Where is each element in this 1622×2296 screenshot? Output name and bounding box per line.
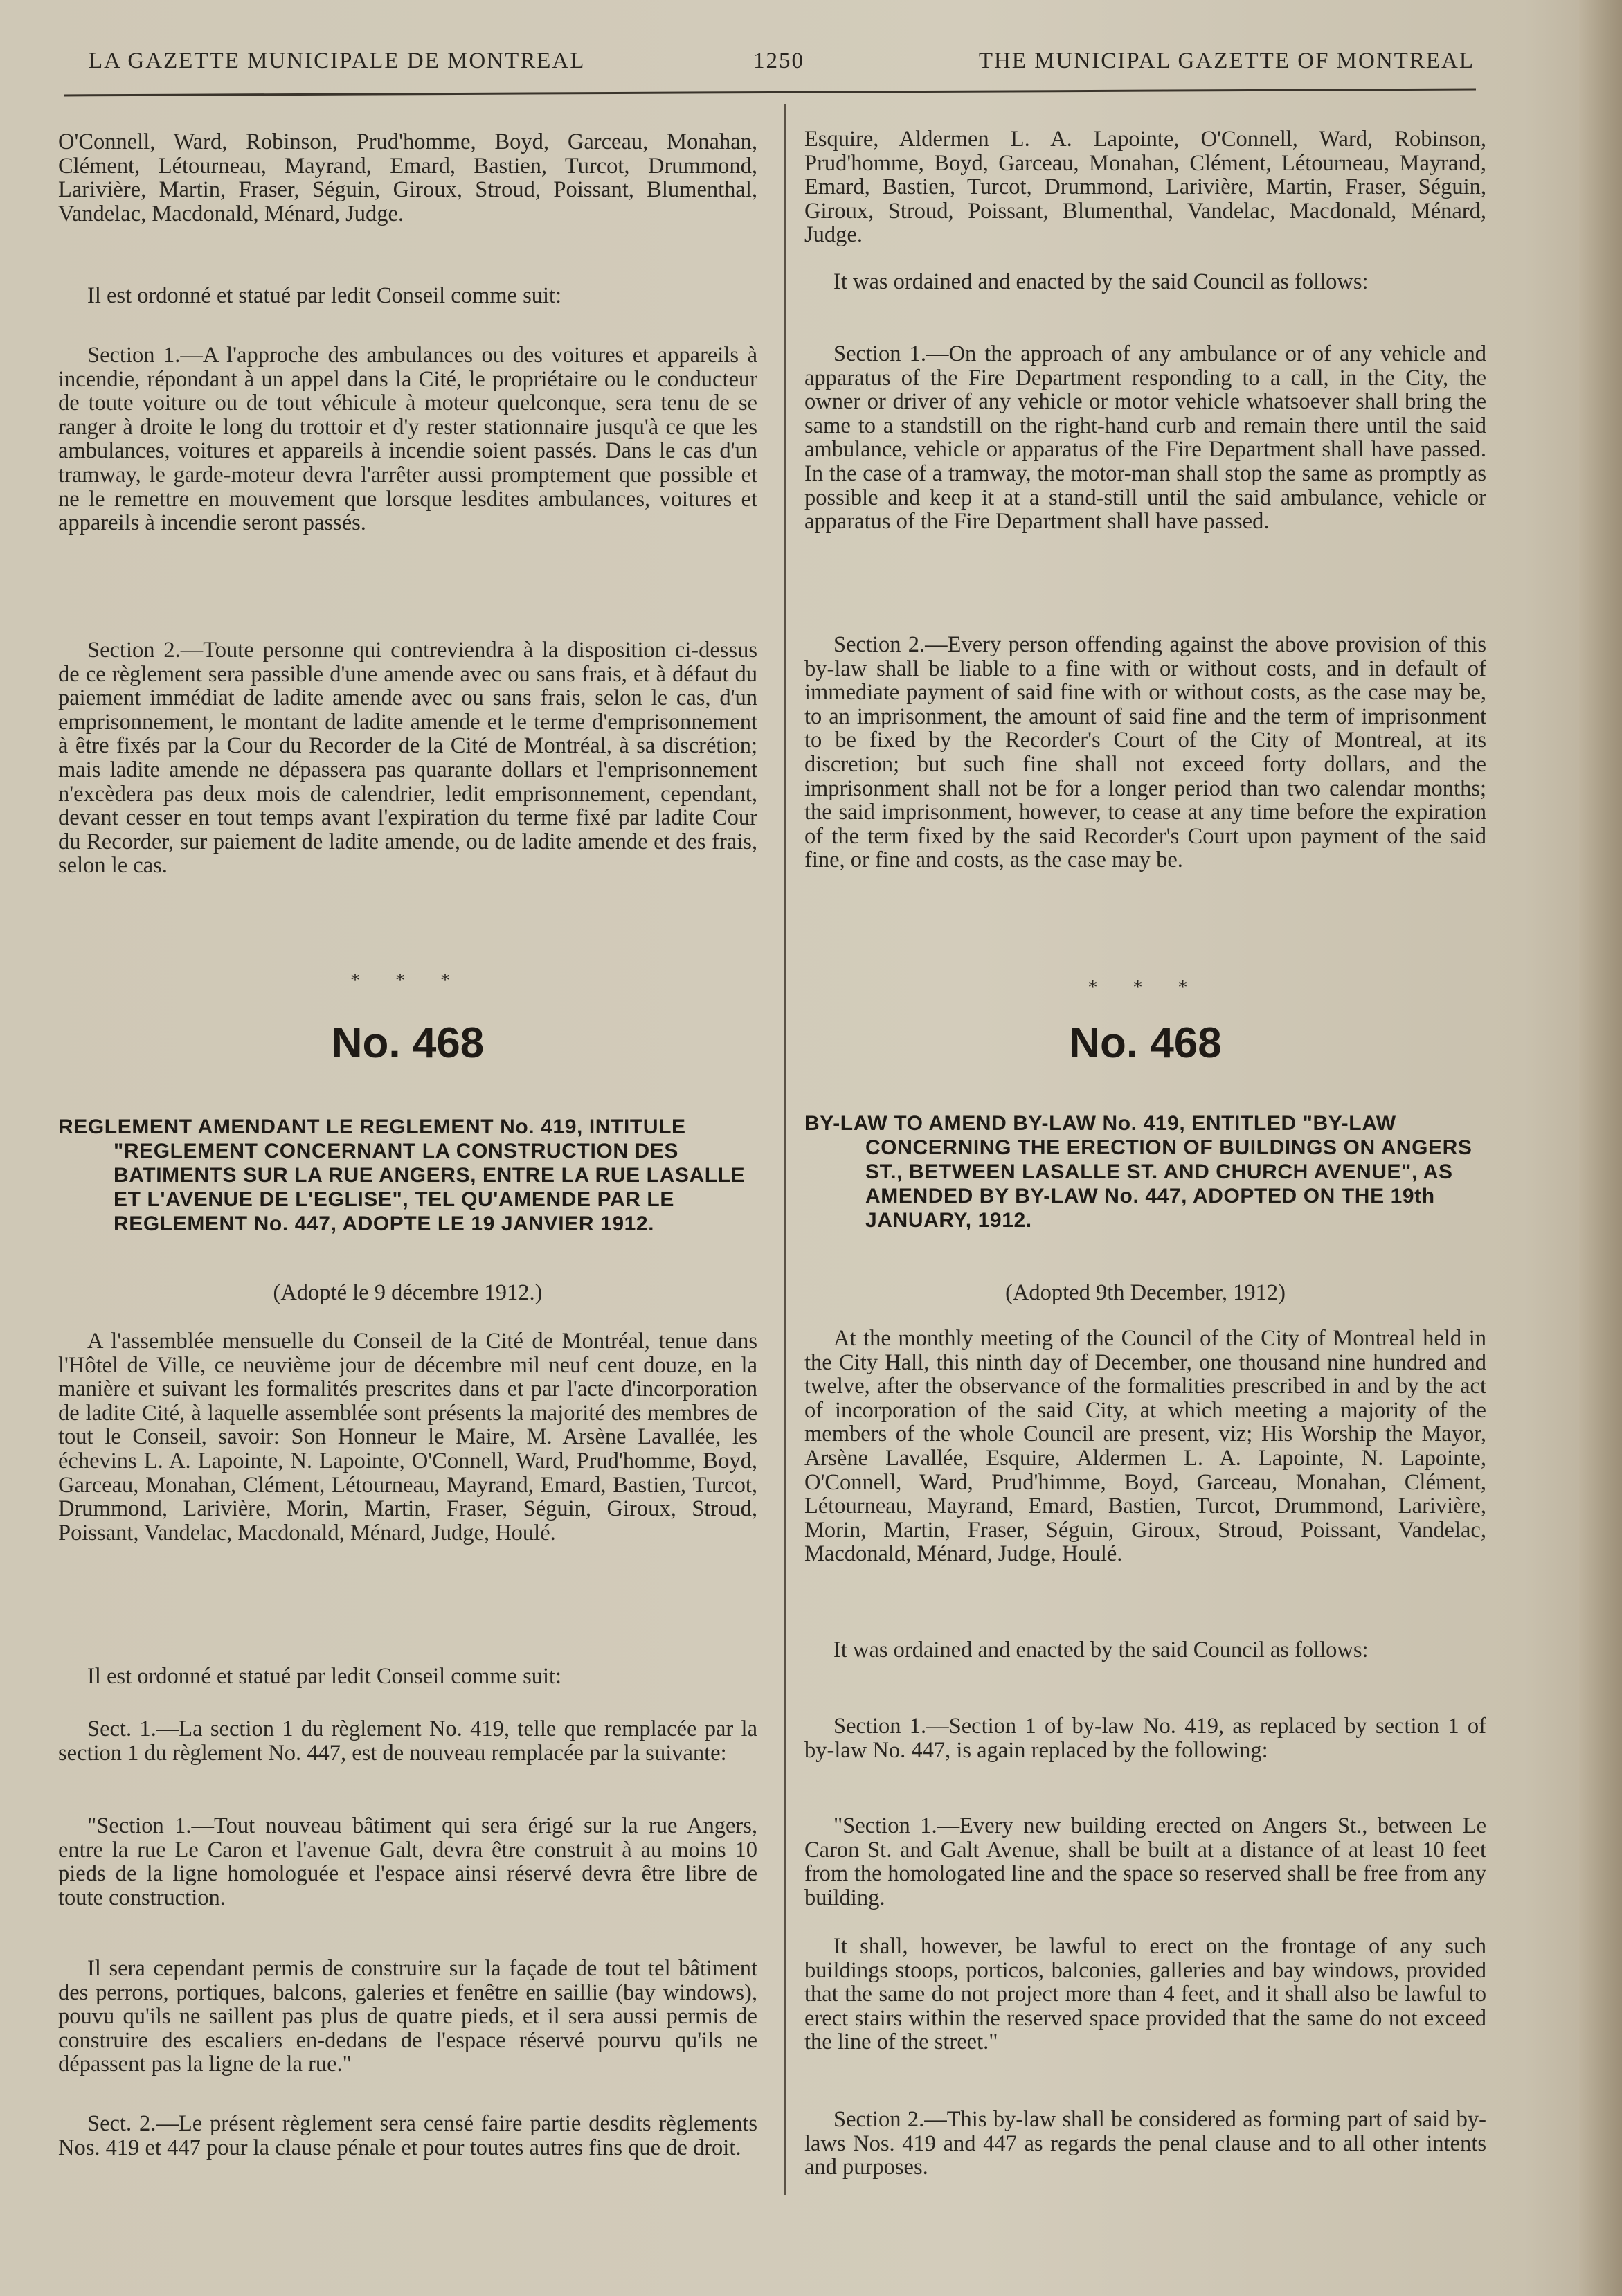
french-separator: * * *	[350, 970, 465, 992]
french-bylaw-title: REGLEMENT AMENDANT LE REGLEMENT No. 419, INTITULE "REGLEMENT CONCERNANT LA CONSTRUCTION DES BATIMENTS SUR LA RUE ANGERS, ENTRE LA RUE LASALLE ET L'AVENUE DE L'EGLISE", TEL QU'AMENDE PAR LE REGLEMENT No. 447, ADOPTE LE 19 JANVIER 1912.	[58, 1115, 746, 1235]
english-quote-frontage: It shall, however, be lawful to erect on the frontage of any such buildings stoops, porticos, balconies, galleries and bay windows, provided that the same do not project more than 4 feet, and it shall also be lawful to erect stairs within the reserved space provided that the same do not exceed the line of the street."	[804, 1934, 1486, 2055]
french-section-2: Section 2.—Toute personne qui contreviendra à la disposition ci-dessus de ce règlement sera passible d'une amende avec ou sans frais, et à défaut du paiement immédiat de ladite amende avec ou sans frais, selon le cas, d'un emprisonnement, le montant de ladite amende et le terme d'emprisonnement à être fixés par la Cour du Recorder de la Cité de Montréal, à sa discrétion; mais ladite amende ne dépassera pas quarante dollars et l'emprisonnement n'excèdera pas deux mois de calendrier, ledit emprisonnement, cependant, devant cesser en tout temps avant l'expiration du terme fixé par ladite Cour du Recorder, sur paiement de ladite amende, ou de ladite amende et des frais, selon le cas.	[58, 638, 757, 879]
english-bylaw-title: BY-LAW TO AMEND BY-LAW No. 419, ENTITLED "BY-LAW CONCERNING THE ERECTION OF BUILDINGS ON ANGERS ST., BETWEEN LASALLE ST. AND CHURCH AVENUE", AS AMENDED BY BY-LAW No. 447, ADOPTED ON THE 19th JANUARY, 1912.	[804, 1112, 1472, 1232]
english-ordained: It was ordained and enacted by the said Council as follows:	[833, 269, 1369, 294]
english-separator: * * *	[1088, 977, 1203, 998]
running-head	[83, 48, 1475, 83]
english-meeting: At the monthly meeting of the Council of the City of Montreal held in the City Hall, this ninth day of December, one thousand nine hundred and twelve, after the observance of the formalities prescribed in and by the act of incorporation of the said City, at which meeting a majority of the members of the whole Council are present, viz; His Worship the Mayor, Arsène Lavallée, Esquire, Aldermen L. A. Lapointe, N. Lapointe, O'Connell, Ward, Prud'himme, Boyd, Garceau, Monahan, Clément, Létourneau, Mayrand, Emard, Bastien, Turcot, Drummond, Larivière, Morin, Martin, Fraser, Séguin, Giroux, Stroud, Poissant, Vandelac, Macdonald, Ménard, Judge, Houlé.	[804, 1326, 1486, 1567]
header-english-title: THE MUNICIPAL GAZETTE OF MONTREAL	[978, 48, 1475, 73]
french-section-1: Section 1.—A l'approche des ambulances ou des voitures et appareils à incendie, répondant à un appel dans la Cité, le propriétaire ou le conducteur de toute voiture ou de tout véhicule à moteur quelconque, sera tenu de se ranger à droite le long du trottoir et d'y rester stationnaire jusqu'à ce que les ambulances, voitures et appareils à incendie soient passés. Dans le cas d'un tramway, le garde-moteur devra l'arrêter aussi promptement que possible et ne le remettre en mouvement que lorsque lesdites ambulances, voitures et appareils à incendie seront passés.	[58, 343, 757, 536]
french-ordained-2: Il est ordonné et statué par ledit Conseil comme suit:	[87, 1664, 562, 1689]
english-adopted-date: (Adopted 9th December, 1912)	[1005, 1280, 1286, 1305]
header-french-title: LA GAZETTE MUNICIPALE DE MONTREAL	[89, 48, 586, 73]
english-sect-1: Section 1.—Section 1 of by-law No. 419, as replaced by section 1 of by-law No. 447, is again replaced by the following:	[804, 1714, 1486, 1763]
english-bylaw-number: No. 468	[1069, 1019, 1222, 1067]
english-section-2: Section 2.—Every person offending against the above provision of this by-law shall be liable to a fine with or without costs, and in default of immediate payment of said fine with or without costs, as the case may be, to an imprisonment, the amount of said fine and the term of imprisonment to be fixed by the Recorder's Court of the City of Montreal, at its discretion; but such fine shall not exceed forty dollars, and the imprisonment shall not be for a longer period than two calendar months; the said imprisonment, however, to cease at any time before the expiration of the term fixed by the said Recorder's Court upon payment of the said fine, or fine and costs, as the case may be.	[804, 632, 1486, 873]
english-section-1: Section 1.—On the approach of any ambulance or of any vehicle and apparatus of the Fire Department responding to a call, in the City, the owner or driver of any vehicle or motor vehicle whatsoever shall bring the same to a standstill on the right-hand curb and remain there until the said ambulance, vehicle or apparatus of the Fire Department shall have passed. In the case of a tramway, the motor-man shall stop the same as promptly as possible and keep it at a stand-still until the said ambulance, vehicle or apparatus of the Fire Department shall have passed.	[804, 341, 1486, 535]
french-quote-section-1: "Section 1.—Tout nouveau bâtiment qui sera érigé sur la rue Angers, entre la rue Le Caron et l'avenue Galt, devra être construit à au moins 10 pieds de la ligne homologuée et l'espace ainsi réservé devra être libre de toute construction.	[58, 1813, 757, 1910]
french-adopted-date: (Adopté le 9 décembre 1912.)	[273, 1280, 543, 1305]
english-ordained-2: It was ordained and enacted by the said Council as follows:	[833, 1638, 1369, 1662]
english-quote-section-1: "Section 1.—Every new building erected on Angers St., between Le Caron St. and Galt Avenue, shall be built at a distance of at least 10 feet from the homologated line and the space so reserved shall be free from any building.	[804, 1813, 1486, 1910]
french-quote-facade: Il sera cependant permis de construire sur la façade de tout tel bâtiment des perrons, portiques, balcons, galeries et fenêtre en saillie (bay windows), pouvu qu'ils ne saillent pas plus de quatre pieds, et il sera aussi permis de construire des escaliers en-dedans de l'espace réservé pourvu qu'ils ne dépassent pas la ligne de la rue."	[58, 1956, 757, 2077]
page-number: 1250	[753, 48, 804, 73]
french-council-members: O'Connell, Ward, Robinson, Prud'homme, Boyd, Garceau, Monahan, Clément, Létourneau, Mayrand, Emard, Bastien, Turcot, Drummond, Larivière, Martin, Fraser, Séguin, Giroux, Stroud, Poissant, Blumenthal, Vandelac, Macdonald, Ménard, Judge.	[58, 129, 757, 226]
french-bylaw-number: No. 468	[331, 1019, 485, 1067]
english-council-members: Esquire, Aldermen L. A. Lapointe, O'Connell, Ward, Robinson, Prud'homme, Boyd, Garceau, Monahan, Clément, Létourneau, Mayrand, Emard, Bastien, Turcot, Drummond, Larivière, Martin, Fraser, Séguin, Giroux, Stroud, Poissant, Blumenthal, Vandelac, Macdonald, Ménard, Judge.	[804, 127, 1486, 248]
french-sect-2: Sect. 2.—Le présent règlement sera censé faire partie desdits règlements Nos. 419 et 447 pour la clause pénale et pour toutes autres fins que de droit.	[58, 2111, 757, 2160]
english-section-2-penal: Section 2.—This by-law shall be considered as forming part of said by-laws Nos. 419 and 447 as regards the penal clause and to all other intents and purposes.	[804, 2107, 1486, 2180]
french-sect-1: Sect. 1.—La section 1 du règlement No. 419, telle que remplacée par la section 1 du règlement No. 447, est de nouveau remplacée par la suivante:	[58, 1716, 757, 1766]
page-edge-shadow	[1579, 0, 1622, 2296]
french-ordained: Il est ordonné et statué par ledit Conseil comme suit:	[87, 283, 562, 308]
column-divider	[784, 104, 786, 2195]
header-rule	[64, 89, 1476, 97]
french-meeting: A l'assemblée mensuelle du Conseil de la Cité de Montréal, tenue dans l'Hôtel de Ville, ce neuvième jour de décembre mil neuf cent douze, en la manière et suivant les formalités prescrites dans et par l'acte d'incorporation de ladite Cité, à laquelle assemblée sont présents la majorité des membres de tout le Conseil, savoir: Son Honneur le Maire, M. Arsène Lavallée, les échevins L. A. Lapointe, N. Lapointe, O'Connell, Ward, Prud'homme, Boyd, Garceau, Monahan, Clément, Létourneau, Mayrand, Emard, Bastien, Turcot, Drummond, Larivière, Morin, Martin, Fraser, Séguin, Giroux, Stroud, Poissant, Vandelac, Macdonald, Ménard, Judge, Houlé.	[58, 1329, 757, 1545]
